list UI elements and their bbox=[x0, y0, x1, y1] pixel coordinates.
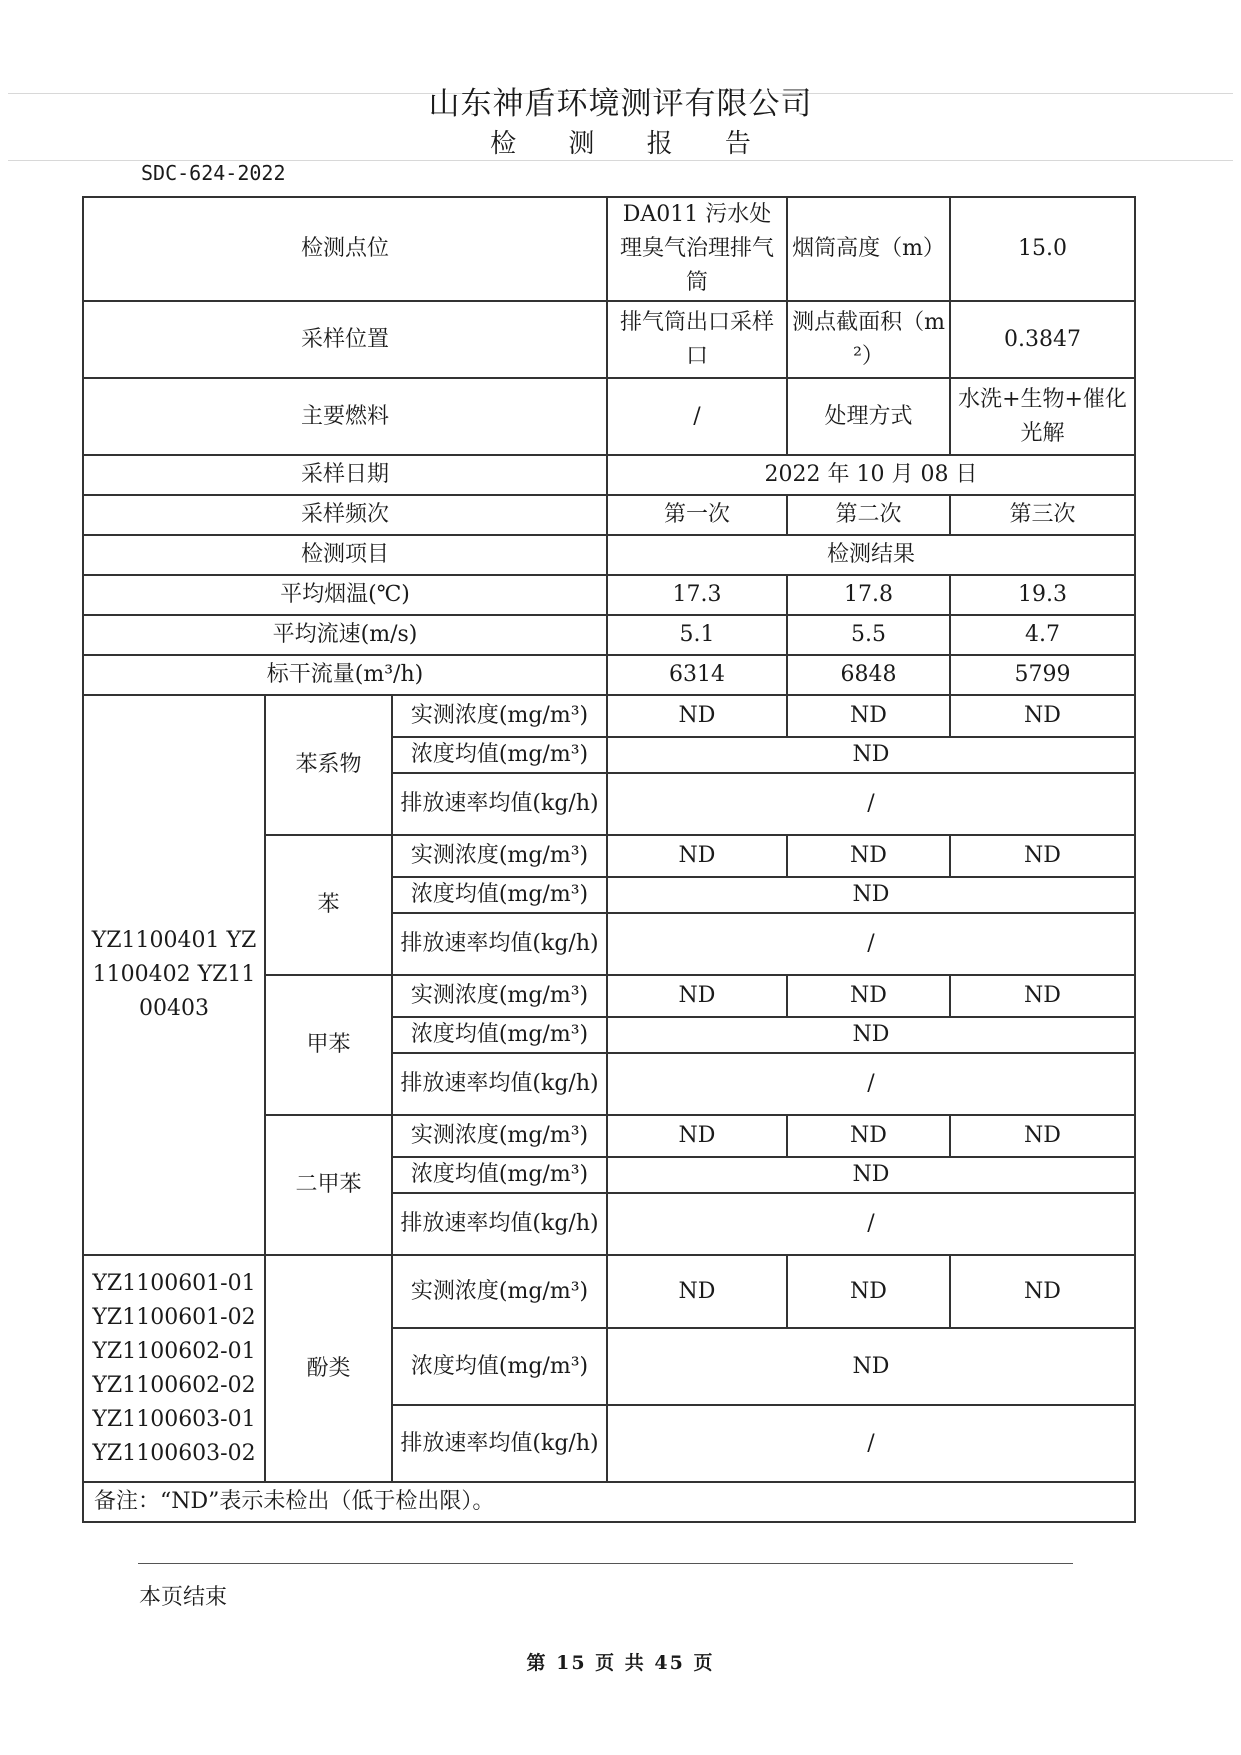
rate-value: / bbox=[607, 1193, 1135, 1255]
measured-2: ND bbox=[787, 1115, 950, 1157]
row-item-header bbox=[83, 535, 1135, 575]
mean-value: ND bbox=[607, 1017, 1135, 1053]
mean-value: ND bbox=[607, 1157, 1135, 1193]
measured-3: ND bbox=[950, 1115, 1135, 1157]
measured-label: 实测浓度(mg/m³) bbox=[392, 835, 607, 877]
fuel-label: 主要燃料 bbox=[83, 378, 607, 455]
flow-speed-1: 5.1 bbox=[607, 615, 787, 655]
temperature-label: 平均烟温(℃) bbox=[83, 575, 607, 615]
frequency-2: 第二次 bbox=[787, 495, 950, 535]
row-fuel bbox=[83, 378, 1135, 455]
measured-1: ND bbox=[607, 1255, 787, 1328]
item-name: 二甲苯 bbox=[265, 1115, 392, 1255]
mean-label: 浓度均值(mg/m³) bbox=[392, 737, 607, 773]
rate-label: 排放速率均值(kg/h) bbox=[392, 1053, 607, 1115]
sample-position-label: 采样位置 bbox=[83, 301, 607, 378]
std-flow-2: 6848 bbox=[787, 655, 950, 695]
row-date bbox=[83, 455, 1135, 495]
mean-label: 浓度均值(mg/m³) bbox=[392, 1328, 607, 1405]
item-name: 苯 bbox=[265, 835, 392, 975]
company-name: 山东神盾环境测评有限公司 bbox=[428, 86, 813, 122]
measured-3: ND bbox=[950, 975, 1135, 1017]
frequency-3: 第三次 bbox=[950, 495, 1135, 535]
measured-label: 实测浓度(mg/m³) bbox=[392, 1115, 607, 1157]
measured-label: 实测浓度(mg/m³) bbox=[392, 695, 607, 737]
mean-value: ND bbox=[607, 737, 1135, 773]
treatment-value: 水洗+生物+催化光解 bbox=[950, 378, 1135, 455]
rate-value: / bbox=[607, 913, 1135, 975]
flow-speed-3: 4.7 bbox=[950, 615, 1135, 655]
table-row bbox=[83, 1255, 1135, 1328]
point-value: DA011 污水处理臭气治理排气筒 bbox=[607, 197, 787, 301]
rate-label: 排放速率均值(kg/h) bbox=[392, 913, 607, 975]
mean-label: 浓度均值(mg/m³) bbox=[392, 1157, 607, 1193]
report-title: 检 测 报 告 bbox=[490, 129, 773, 159]
mean-label: 浓度均值(mg/m³) bbox=[392, 877, 607, 913]
flow-speed-2: 5.5 bbox=[787, 615, 950, 655]
frequency-label: 采样频次 bbox=[83, 495, 607, 535]
stack-height-label: 烟筒高度（m） bbox=[787, 197, 950, 301]
row-point bbox=[83, 197, 1135, 301]
report-number: SDC-624-2022 bbox=[141, 161, 286, 185]
date-value: 2022 年 10 月 08 日 bbox=[607, 455, 1135, 495]
mean-label: 浓度均值(mg/m³) bbox=[392, 1017, 607, 1053]
fuel-value: / bbox=[607, 378, 787, 455]
measured-1: ND bbox=[607, 975, 787, 1017]
point-label: 检测点位 bbox=[83, 197, 607, 301]
measured-3: ND bbox=[950, 695, 1135, 737]
frequency-1: 第一次 bbox=[607, 495, 787, 535]
item-label: 检测项目 bbox=[83, 535, 607, 575]
footer-divider bbox=[138, 1563, 1073, 1564]
measured-2: ND bbox=[787, 835, 950, 877]
measured-2: ND bbox=[787, 975, 950, 1017]
rate-label: 排放速率均值(kg/h) bbox=[392, 773, 607, 835]
mean-value: ND bbox=[607, 877, 1135, 913]
table-row bbox=[83, 695, 1135, 737]
test-result-table bbox=[82, 196, 1136, 1523]
flow-speed-label: 平均流速(m/s) bbox=[83, 615, 607, 655]
measured-3: ND bbox=[950, 1255, 1135, 1328]
sample-position-value: 排气筒出口采样口 bbox=[607, 301, 787, 378]
rate-value: / bbox=[607, 773, 1135, 835]
date-label: 采样日期 bbox=[83, 455, 607, 495]
rate-value: / bbox=[607, 1405, 1135, 1482]
std-flow-1: 6314 bbox=[607, 655, 787, 695]
row-std-flow bbox=[83, 655, 1135, 695]
table-note: 备注：“ND”表示未检出（低于检出限）。 bbox=[83, 1482, 1135, 1522]
rate-label: 排放速率均值(kg/h) bbox=[392, 1405, 607, 1482]
measured-label: 实测浓度(mg/m³) bbox=[392, 975, 607, 1017]
row-note bbox=[83, 1482, 1135, 1522]
std-flow-3: 5799 bbox=[950, 655, 1135, 695]
row-temperature bbox=[83, 575, 1135, 615]
measured-1: ND bbox=[607, 1115, 787, 1157]
measured-3: ND bbox=[950, 835, 1135, 877]
measured-2: ND bbox=[787, 1255, 950, 1328]
result-label: 检测结果 bbox=[607, 535, 1135, 575]
item-name: 酚类 bbox=[265, 1255, 392, 1482]
measured-1: ND bbox=[607, 835, 787, 877]
group1-sample-ids: YZ1100401 YZ1100402 YZ1100403 bbox=[83, 695, 265, 1255]
item-name: 苯系物 bbox=[265, 695, 392, 835]
treatment-label: 处理方式 bbox=[787, 378, 950, 455]
measured-1: ND bbox=[607, 695, 787, 737]
page-end-text: 本页结束 bbox=[139, 1585, 228, 1610]
group2-sample-ids: YZ1100601-01 YZ1100601-02 YZ1100602-01 YZ1100602-02 YZ1100603-01 YZ1100603-02 bbox=[83, 1255, 265, 1482]
measured-2: ND bbox=[787, 695, 950, 737]
mean-value: ND bbox=[607, 1328, 1135, 1405]
stack-height-value: 15.0 bbox=[950, 197, 1135, 301]
page-number: 第 15 页 共 45 页 bbox=[526, 1652, 715, 1674]
row-frequency bbox=[83, 495, 1135, 535]
temperature-2: 17.8 bbox=[787, 575, 950, 615]
rate-label: 排放速率均值(kg/h) bbox=[392, 1193, 607, 1255]
measured-label: 实测浓度(mg/m³) bbox=[392, 1255, 607, 1328]
section-area-value: 0.3847 bbox=[950, 301, 1135, 378]
std-flow-label: 标干流量(m³/h) bbox=[83, 655, 607, 695]
section-area-label: 测点截面积（m²） bbox=[787, 301, 950, 378]
rate-value: / bbox=[607, 1053, 1135, 1115]
row-sample-position bbox=[83, 301, 1135, 378]
item-name: 甲苯 bbox=[265, 975, 392, 1115]
temperature-3: 19.3 bbox=[950, 575, 1135, 615]
row-flow-speed bbox=[83, 615, 1135, 655]
temperature-1: 17.3 bbox=[607, 575, 787, 615]
